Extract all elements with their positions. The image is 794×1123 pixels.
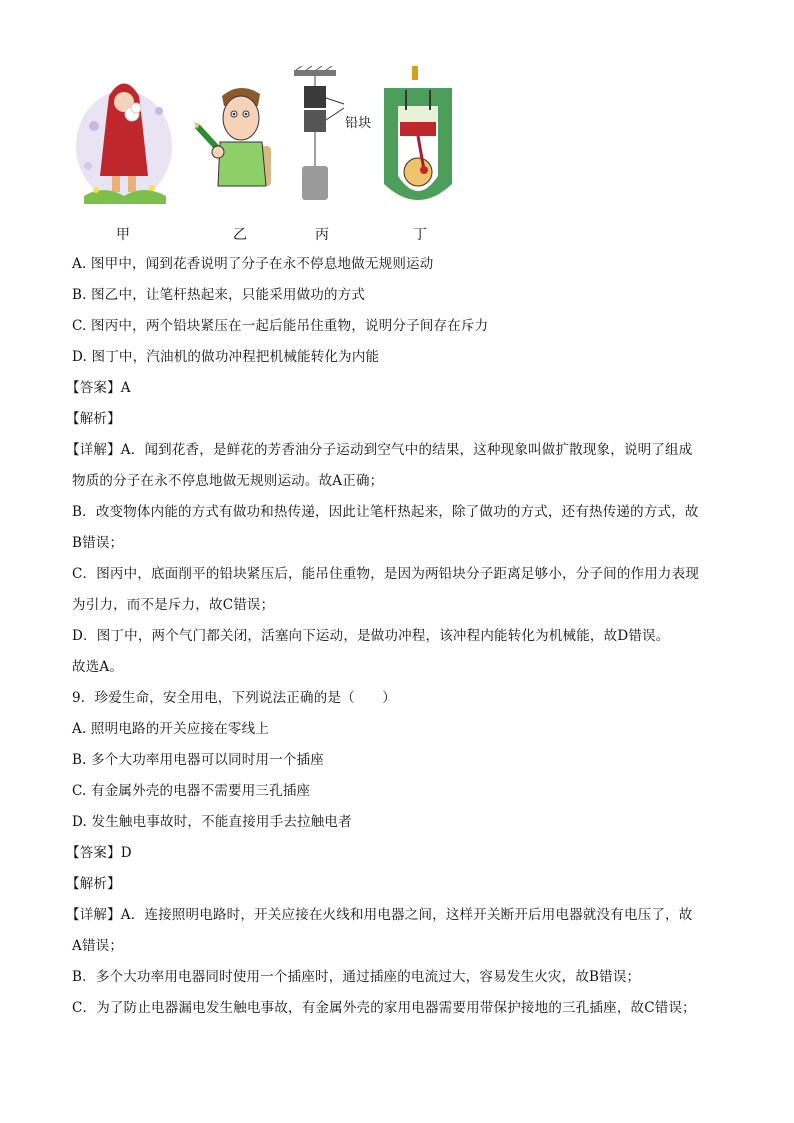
- q9-detail-line-2: A错误；: [72, 938, 124, 954]
- caption-ding: 丁: [413, 227, 427, 243]
- caption-yi: 乙: [233, 227, 247, 243]
- q8-option-a: A. 图甲中，闻到花香说明了分子在永不停息地做无规则运动: [72, 256, 434, 272]
- figure-row: [70, 66, 470, 246]
- q9-detail-line-4: C．为了防止电器漏电发生触电事故，有金属外壳的家用电器需要用带保护接地的三孔插座，故C错误；: [72, 1000, 696, 1016]
- q8-detail-line-3: B．改变物体内能的方式有做功和热传递，因此让笔杆热起来，除了做功的方式，还有热传递的方式，故: [72, 504, 699, 520]
- q8-detail-line-1: 【详解】A．闻到花香，是鲜花的芳香油分子运动到空气中的结果，这种现象叫做扩散现象，说明了组成: [66, 442, 693, 458]
- q9-detail-line-3: B．多个大功率用电器同时使用一个插座时，通过插座的电流过大，容易发生火灾，故B错误；: [72, 969, 641, 985]
- q8-detail-line-6: 为引力，而不是斥力，故C错误；: [72, 597, 275, 613]
- girl-smelling-flowers-illustration: [74, 66, 174, 206]
- q8-detail-line-8: 故选A。: [72, 659, 124, 675]
- q8-detail-line-2: 物质的分子在永不停息地做无规则运动。故A正确；: [72, 473, 384, 489]
- engine-cylinder-illustration: [378, 66, 458, 211]
- q8-option-c: C. 图丙中，两个铅块紧压在一起后能吊住重物，说明分子间存在斥力: [72, 318, 489, 334]
- q9-option-a: A. 照明电路的开关应接在零线上: [72, 721, 270, 737]
- q9-detail-line-1: 【详解】A．连接照明电路时，开关应接在火线和用电器之间，这样开关断开后用电器就没有电压了，故: [66, 907, 693, 923]
- q8-option-b: B. 图乙中，让笔杆热起来，只能采用做功的方式: [72, 287, 366, 303]
- q8-detail-line-5: C．图丙中，底面削平的铅块紧压后，能吊住重物，是因为两铅块分子距离足够小，分子间的作用力表现: [72, 566, 700, 582]
- q9-question: 9．珍爱生命，安全用电，下列说法正确的是（ ）: [72, 690, 396, 706]
- caption-jia: 甲: [116, 227, 130, 243]
- q9-analysis-title: 【解析】: [66, 876, 121, 892]
- boy-with-pencil-illustration: [192, 66, 282, 206]
- q9-option-b: B. 多个大功率用电器可以同时用一个插座: [72, 752, 325, 768]
- q9-answer: 【答案】D: [66, 845, 132, 861]
- lead-block-label: 铅块: [345, 116, 372, 131]
- q8-analysis-title: 【解析】: [66, 411, 121, 427]
- q8-detail-line-4: B错误；: [72, 535, 124, 551]
- q8-detail-line-7: D．图丁中，两个气门都关闭，活塞向下运动，是做功冲程，该冲程内能转化为机械能，故D错误。: [72, 628, 670, 644]
- q9-option-d: D. 发生触电事故时，不能直接用手去拉触电者: [72, 814, 352, 830]
- caption-bing: 丙: [315, 227, 329, 243]
- q9-option-c: C. 有金属外壳的电器不需要用三孔插座: [72, 783, 311, 799]
- q8-option-d: D. 图丁中，汽油机的做功冲程把机械能转化为内能: [72, 349, 380, 365]
- q8-answer: 【答案】A: [66, 380, 131, 396]
